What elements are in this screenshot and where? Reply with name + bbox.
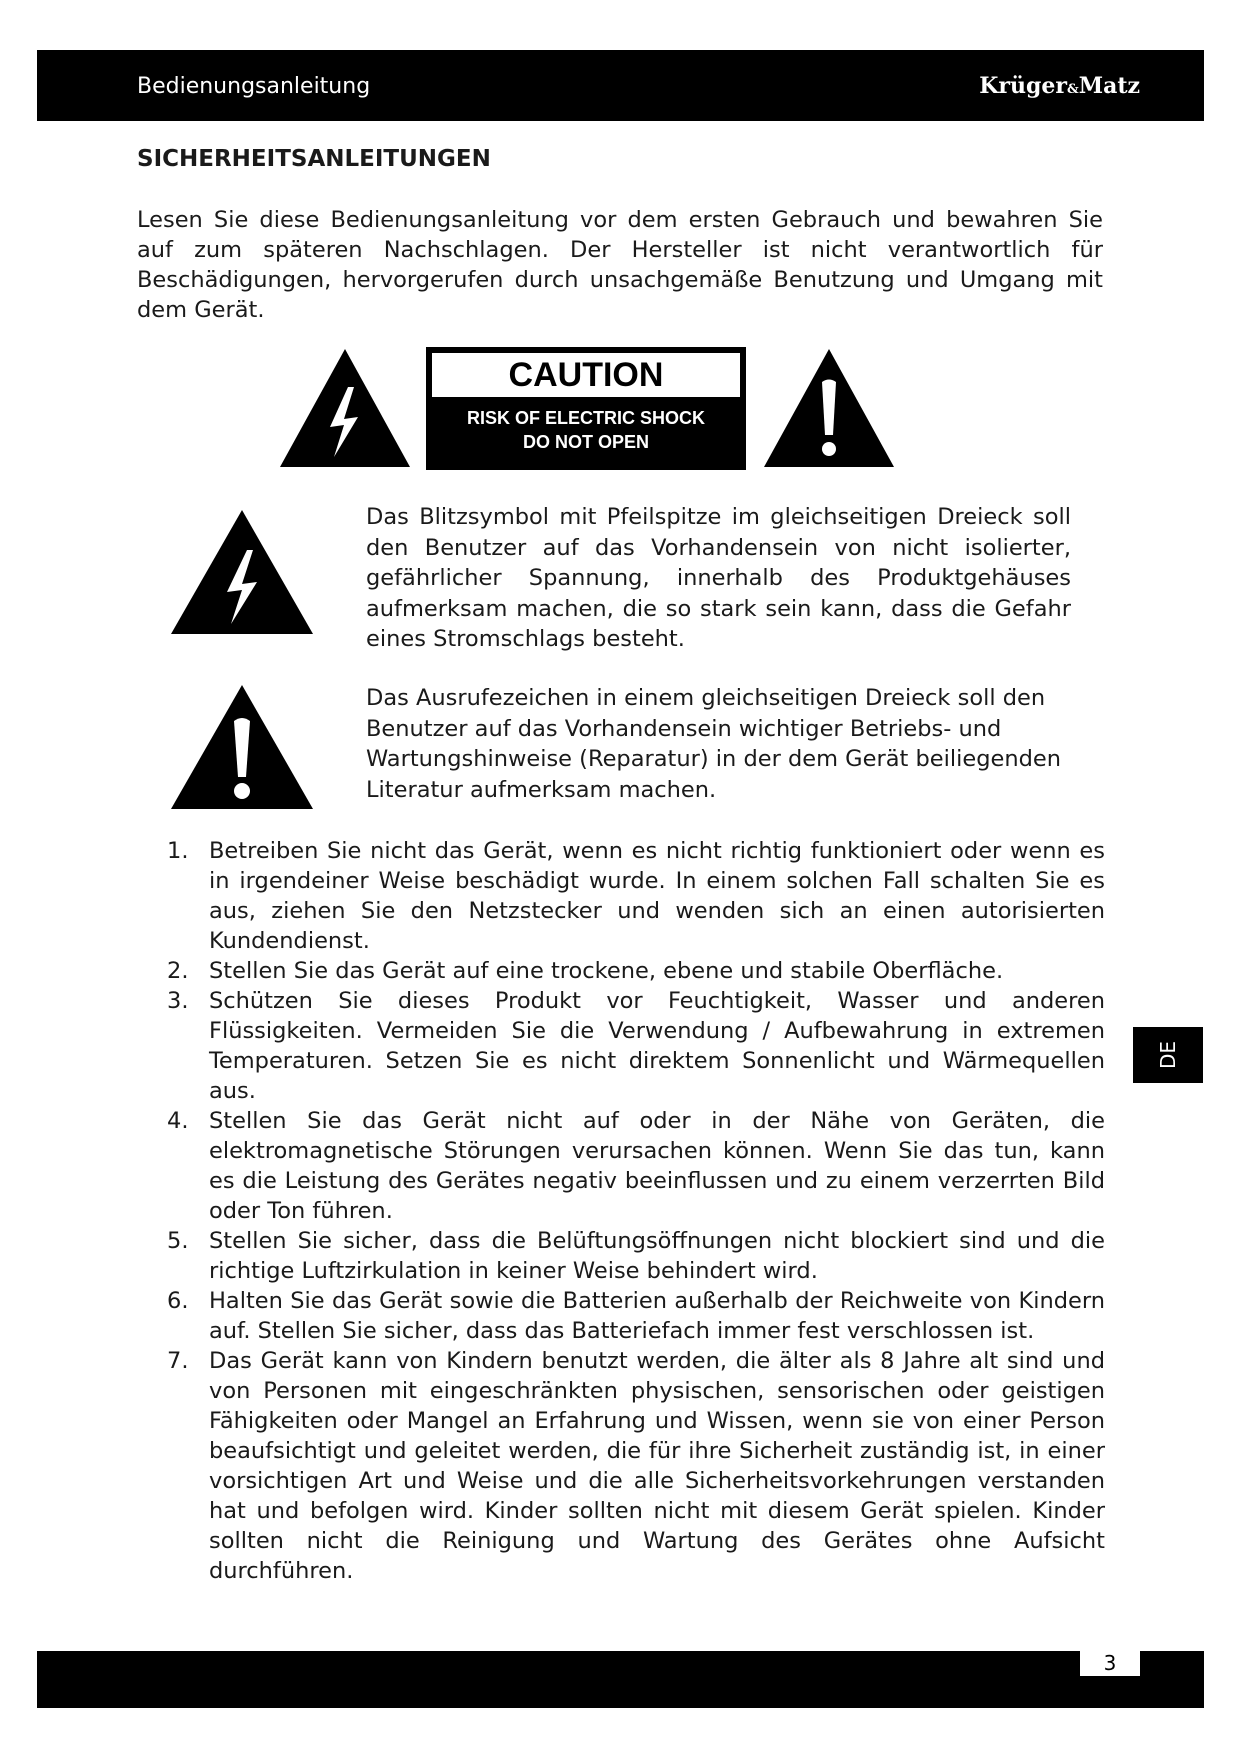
lightning-warning-icon (278, 347, 412, 469)
section-title: SICHERHEITSANLEITUNGEN (137, 146, 491, 172)
lightning-symbol-icon (169, 508, 315, 636)
caution-line-1: RISK OF ELECTRIC SHOCK (466, 408, 705, 428)
page-number: 3 (1080, 1651, 1140, 1676)
language-tab (1133, 1027, 1203, 1083)
exclamation-warning-icon (762, 347, 896, 469)
brand-logo: Krüger&Matz (979, 73, 1140, 99)
list-item: 4. Stellen Sie das Gerät nicht auf oder in der Nähe von Geräten, die elektromagnetische Störungen verursachen können. Wenn Sie das tun, kann es die Leistung des Gerätes negativ beeinflussen und zu einem verzerrten Bild oder Ton führen. (167, 1108, 1105, 1224)
list-item: 1. Betreiben Sie nicht das Gerät, wenn es nicht richtig funktioniert oder wenn es in irgendeiner Weise beschädigt wurde. In einem solchen Fall schalten Sie es aus, ziehen Sie den Netzstecker und wenden sich an einen autorisierten Kundendienst. (167, 838, 1105, 954)
lightning-description: Das Blitzsymbol mit Pfeilspitze im gleichseitigen Dreieck soll den Benutzer auf das Vorhandensein von nicht isolierter, gefährlicher Spannung, innerhalb des Produktgehäuses aufmerksam machen, die so stark sein kann, dass die Gefahr eines Stromschlags besteht. (366, 504, 1071, 652)
footer-bar (37, 1651, 1204, 1708)
caution-line-2: DO NOT OPEN (522, 432, 649, 452)
exclamation-symbol-icon (169, 683, 315, 811)
exclamation-description: Das Ausrufezeichen in einem gleichseitigen Dreieck soll den Benutzer auf das Vorhandensein wichtiger Betriebs- und Wartungshinweise (Reparatur) in der dem Gerät beiliegenden Literatur aufmerksam machen. (366, 685, 1061, 803)
intro-paragraph: Lesen Sie diese Bedienungsanleitung vor dem ersten Gebrauch und bewahren Sie auf zum späteren Nachschlagen. Der Hersteller ist nicht verantwortlich für Beschädigungen, hervorgerufen durch unsachgemäße Benutzung und Umgang mit dem Gerät. (137, 207, 1103, 323)
language-tab-label: DE (1156, 1040, 1180, 1070)
list-item: 3. Schützen Sie dieses Produkt vor Feuchtigkeit, Wasser und anderen Flüssigkeiten. Vermeiden Sie die Verwendung / Aufbewahrung in extremen Temperaturen. Setzen Sie es nicht direktem Sonnenlicht und Wärmequellen aus. (167, 988, 1105, 1104)
caution-banner (278, 347, 898, 472)
list-item: 5. Stellen Sie sicher, dass die Belüftungsöffnungen nicht blockiert sind und die richtige Luftzirkulation in keiner Weise behindert wird. (167, 1228, 1105, 1284)
caution-heading: CAUTION (432, 353, 740, 397)
list-item: 2. Stellen Sie das Gerät auf eine trockene, ebene und stabile Oberfläche. (167, 958, 1004, 984)
safety-rules-list (137, 836, 1105, 1586)
caution-label (426, 347, 746, 470)
header-title: Bedienungsanleitung (137, 74, 371, 99)
list-item: 7. Das Gerät kann von Kindern benutzt werden, die älter als 8 Jahre alt sind und von Personen mit eingeschränkten physischen, sensorischen oder geistigen Fähigkeiten oder Mangel an Erfahrung und Wissen, wenn sie von einer Person beaufsichtigt und geleitet werden, die für ihre Sicherheit zuständig ist, in einer vorsichtigen Art und Weise und die alle Sicherheitsvorkehrungen verstanden hat und befolgen wird. Kinder sollten nicht mit diesem Gerät spielen. Kinder sollten nicht die Reinigung und Wartung des Gerätes ohne Aufsicht durchführen. (167, 1348, 1105, 1584)
list-item: 6. Halten Sie das Gerät sowie die Batterien außerhalb der Reichweite von Kindern auf. Stellen Sie sicher, dass das Batteriefach immer fest verschlossen ist. (167, 1288, 1105, 1344)
caution-subtext (426, 406, 746, 454)
header-bar (37, 50, 1204, 121)
